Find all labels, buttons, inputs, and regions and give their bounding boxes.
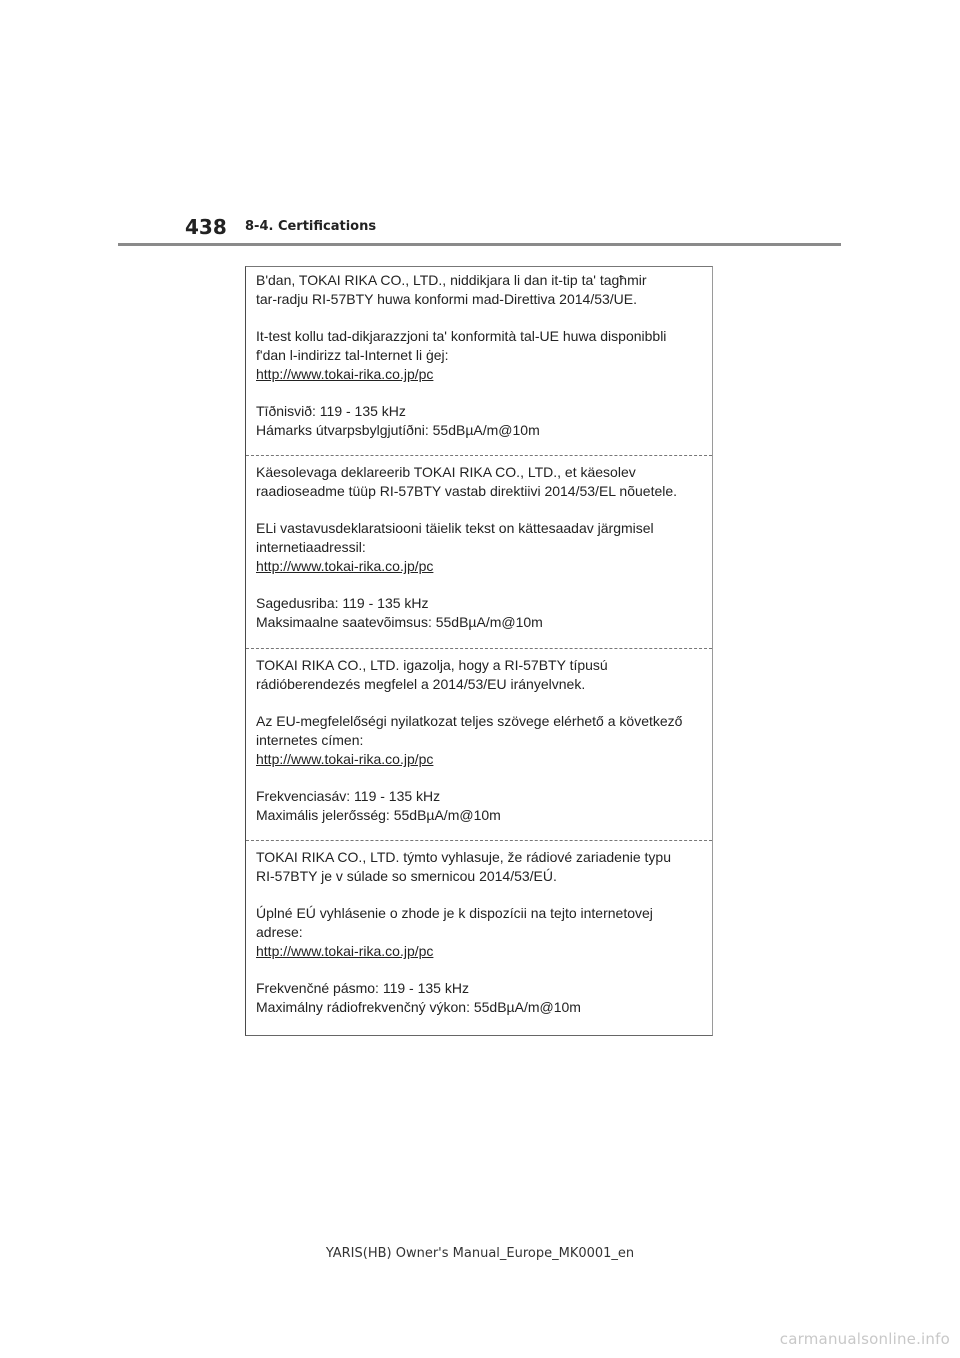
power-line: Maximális jelerősség: 55dBµA/m@10m <box>256 807 501 823</box>
cert-section-slovak <box>246 840 712 1017</box>
url-link[interactable]: http://www.tokai-rika.co.jp/pc <box>256 751 434 767</box>
cert-section-maltese <box>246 271 712 440</box>
url-link[interactable]: http://www.tokai-rika.co.jp/pc <box>256 558 434 574</box>
availability-line: ELi vastavusdeklaratsiooni täielik tekst on kättesaadav järgmisel <box>256 520 654 536</box>
certification-box <box>245 266 713 1036</box>
availability-line: internetiaadressil: <box>256 539 366 555</box>
power-line: Maksimaalne saatevõimsus: 55dBµA/m@10m <box>256 614 543 630</box>
header-divider <box>118 243 841 246</box>
manual-footer: YARIS(HB) Owner's Manual_Europe_MK0001_en <box>325 1246 635 1261</box>
availability-line: Az EU-megfelelőségi nyilatkozat teljes szövege elérhető a következő <box>256 713 683 729</box>
url-link[interactable]: http://www.tokai-rika.co.jp/pc <box>256 366 434 382</box>
watermark: carmanualsonline.info <box>779 1330 950 1348</box>
frequency-line: Frekvenčné pásmo: 119 - 135 kHz <box>256 980 469 996</box>
page-number: 438 <box>185 215 227 239</box>
availability-line: internetes címen: <box>256 732 364 748</box>
availability-line: f'dan l-indirizz tal-Internet li ġej: <box>256 347 449 363</box>
availability-line: It-test kollu tad-dikjarazzjoni ta' konformità tal-UE huwa disponibbli <box>256 328 667 344</box>
frequency-line: Tīðnisvið: 119 - 135 kHz <box>256 403 406 419</box>
statement-line: Käesolevaga deklareerib TOKAI RIKA CO., LTD., et käesolev <box>256 464 636 480</box>
availability-line: Úplné EÚ vyhlásenie o zhode je k dispozícii na tejto internetovej <box>256 905 653 921</box>
statement-line: tar-radju RI-57BTY huwa konformi mad-Direttiva 2014/53/UE. <box>256 291 638 307</box>
statement-line: RI-57BTY je v súlade so smernicou 2014/53/EÚ. <box>256 868 557 884</box>
power-line: Hámarks útvarpsbylgjutíðni: 55dBµA/m@10m <box>256 422 540 438</box>
url-link[interactable]: http://www.tokai-rika.co.jp/pc <box>256 943 434 959</box>
cert-section-hungarian <box>246 648 712 825</box>
statement-line: B'dan, TOKAI RIKA CO., LTD., niddikjara li dan it-tip ta' tagħmir <box>256 272 647 288</box>
statement-line: rádióberendezés megfelel a 2014/53/EU irányelvnek. <box>256 676 586 692</box>
section-title: 8-4. Certifications <box>245 219 377 234</box>
statement-line: raadioseadme tüüp RI-57BTY vastab direktiivi 2014/53/EL nõuetele. <box>256 483 678 499</box>
statement-line: TOKAI RIKA CO., LTD. igazolja, hogy a RI-57BTY típusú <box>256 657 608 673</box>
availability-line: adrese: <box>256 924 303 940</box>
frequency-line: Sagedusriba: 119 - 135 kHz <box>256 595 429 611</box>
power-line: Maximálny rádiofrekvenčný výkon: 55dBµA/m@10m <box>256 999 581 1015</box>
frequency-line: Frekvenciasáv: 119 - 135 kHz <box>256 788 441 804</box>
statement-line: TOKAI RIKA CO., LTD. týmto vyhlasuje, že rádiové zariadenie typu <box>256 849 671 865</box>
cert-section-estonian <box>246 455 712 632</box>
